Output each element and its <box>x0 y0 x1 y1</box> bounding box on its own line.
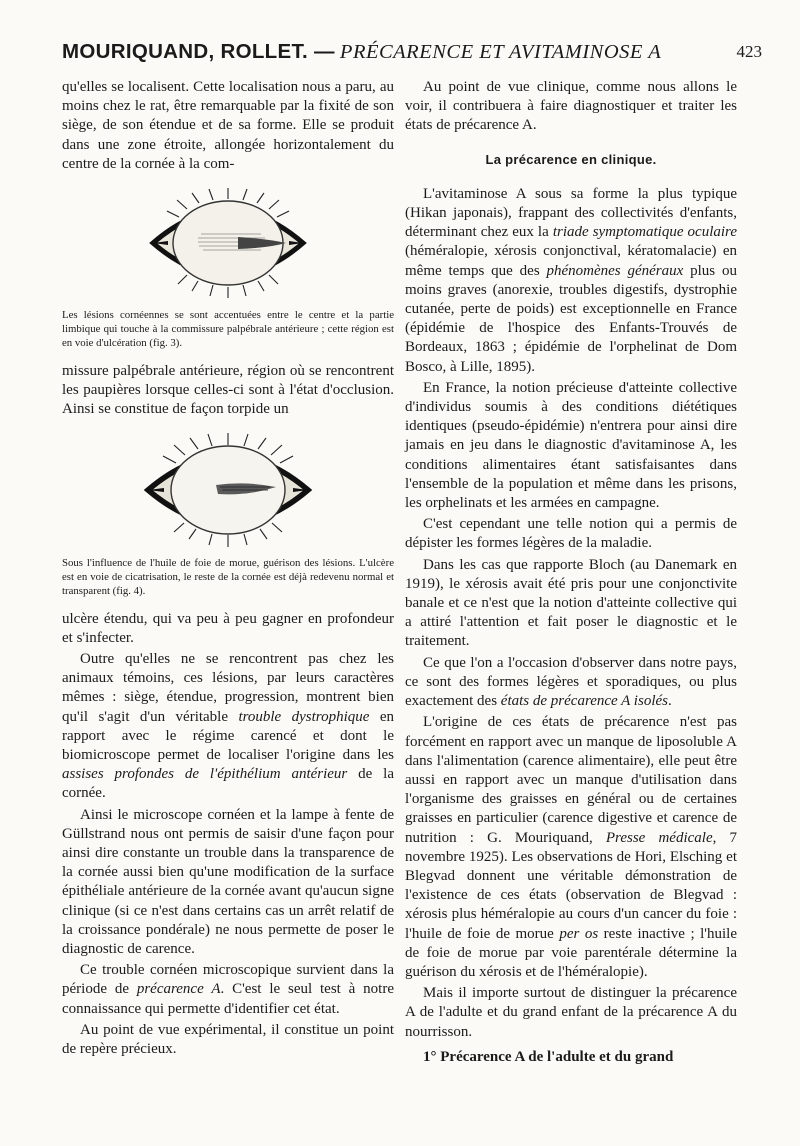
left-column <box>62 78 394 1059</box>
italic-term: per os <box>559 925 599 942</box>
paragraph: Au point de vue clinique, comme nous allons le voir, il contribuera à faire diagnostiquer et traiter les états de précarence A. <box>405 79 737 134</box>
paragraph: Ainsi le microscope cornéen et la lampe à fente de Güllstrand nous ont permis de saisir d'une façon pour ainsi dire constante un trouble dans la transparence de la cornée aussi bien qu'une modification de la surface épithéliale antérieure de la cornée avant qu'aucun signe clinique (si ce n'est dans certains cas un arrêt relatif de la croissance pondérale) ne nous permette de poser le diagnostic de carence. <box>62 806 394 958</box>
figure-3 <box>62 184 394 302</box>
figure-4 <box>62 430 394 550</box>
text-run: en rapport avec le régime carencé et dont le biomicroscope permet de localiser l'origine dans les <box>62 708 394 764</box>
text-run: L'origine de ces états de précarence n'est pas forcément en rapport avec un manque de liposoluble A dans l'alimentation (carence alimentaire), elle peut être aussi en rapport avec un manque d'utilisation dans l'organisme des graisses en général ou de certaines graisses en particulier (carence digestive et carence de nutrition : G. Mouriquand, <box>405 714 737 846</box>
paragraph: C'est cependant une telle notion qui a permis de dépister les formes légères de la maladie. <box>405 516 737 552</box>
paragraph: qu'elles se localisent. Cette localisation nous a paru, au moins chez le rat, être remarquable par la fixité de son siège, de son étendue et de sa forme. Elle se produit dans une zone étroite, allongée horizontalement du centre de la cornée à la com- <box>62 79 394 172</box>
section-title: La précarence en clinique. <box>485 151 657 167</box>
header-authors: MOURIQUAND, ROLLET. — <box>62 40 335 63</box>
text-run: Ce trouble cornéen microscopique survient dans la période de <box>62 962 394 998</box>
text-run: (héméralopie, xérosis conjonctival, kératomalacie) en même temps que des <box>405 243 737 279</box>
paragraph: Dans les cas que rapporte Bloch (au Danemark en 1919), le xérosis avait été pris pour une conjonctivite banale et ce n'est que la notion d'atteinte collective qui a attiré l'attention et fait poser le diagnostic et le traitement. <box>405 556 737 650</box>
italic-term: précarence A <box>136 981 221 998</box>
header-title: PRÉCARENCE ET AVITAMINOSE A <box>339 41 662 63</box>
paragraph <box>62 650 394 804</box>
right-column <box>405 78 737 1067</box>
paragraph <box>405 185 737 377</box>
paragraph <box>405 713 737 982</box>
eye-healing-illustration-fig4 <box>138 430 318 550</box>
paragraph: Au point de vue expérimental, il constitue un point de repère précieux. <box>62 1021 394 1058</box>
text-run: . C'est le seul test à notre connaissance qui permette d'identifier cet état. <box>62 981 394 1017</box>
text-run: Outre qu'elles ne se rencontrent pas chez les animaux témoins, ces lésions, par leurs caractères mêmes : siège, étendue, progression, montrent bien qu'il s'agit d'un véritable <box>62 651 394 725</box>
text-run: Ce que l'on a l'occasion d'observer dans notre pays, ce sont des formes légères et sporadiques, ou plus exactement des <box>405 654 737 710</box>
running-header <box>62 40 762 70</box>
figure-4-caption: Sous l'influence de l'huile de foie de morue, guérison des lésions. L'ulcère est en voie de cicatrisation, le reste de la cornée est déjà redevenu normal et transparent (fig. 4). <box>62 556 394 597</box>
subsection-title: 1° Précarence A de l'adulte et du grand <box>423 1048 674 1065</box>
italic-term: phénomènes généraux <box>546 262 684 279</box>
text-run: . <box>667 693 672 710</box>
text-run: reste inactive ; l'huile de foie de morue par voie parentérale détermine la guérison du xérosis et de l'héméralopie). <box>405 925 737 980</box>
paragraph: Mais il importe surtout de distinguer la précarence A de l'adulte et du grand enfant de la précarence A du nourrisson. <box>405 985 737 1040</box>
paragraph: missure palpébrale antérieure, région où se rencontrent les paupières lorsque celles-ci sont à l'état d'occlusion. Ainsi se constitue de façon torpide un <box>62 363 394 418</box>
paragraph <box>62 961 394 1019</box>
paragraph: En France, la notion précieuse d'atteinte collective d'individus soumis à des conditions diététiques identiques (pseudo-épidémie) n'entrera pour ainsi dire jamais en jeu dans le diagnostic d'avitaminose A, les conditions alimentaires étant satisfaisantes dans l'ensemble de la population et même dans les prisons, les orphelinats et les armées en campagne. <box>405 379 737 512</box>
text-run: de la cornée. <box>62 766 395 802</box>
text-run: plus ou moins graves (anorexie, troubles digestifs, dystrophie cutanée, perte de poids) est exceptionnelle en France (épidémie de l'hospice des Enfants-Trouvés de Bordeaux, 1863 ; épidémie de l'orphelinat de Dom Bosco, à Lille, 1895). <box>405 262 737 375</box>
paragraph <box>405 654 737 712</box>
figure-3-caption: Les lésions cornéennes se sont accentuées entre le centre et la partie limbique qui touche à la commissure palpébrale antérieure ; cette région est en voie d'ulcération (fig. 3). <box>62 309 394 350</box>
paragraph: ulcère étendu, qui va peu à peu gagner en profondeur et s'infecter. <box>62 610 394 646</box>
page-number: 423 <box>736 42 762 61</box>
italic-term: Presse médicale <box>605 829 713 846</box>
italic-term: états de précarence A isolés <box>500 693 668 710</box>
italic-term: assises profondes de l'épithélium antérieur <box>62 766 348 783</box>
eye-lesion-illustration-fig3 <box>143 184 313 302</box>
text-run: , 7 novembre 1925). Les observations de Hori, Elsching et Blegvad donnent une véritable démonstration de l'existence de ces états (observation de Blegvad : xérosis plus héméralopie au cours d'un cancer du foie : l'huile de foie de morue <box>405 829 737 942</box>
italic-term: trouble dystrophique <box>238 708 370 725</box>
text-run: L'avitaminose A sous sa forme la plus typique (Hikan japonais), frappant des collectivités d'enfants, déterminant chez eux la <box>405 185 737 241</box>
italic-term: triade symptomatique oculaire <box>552 224 737 241</box>
